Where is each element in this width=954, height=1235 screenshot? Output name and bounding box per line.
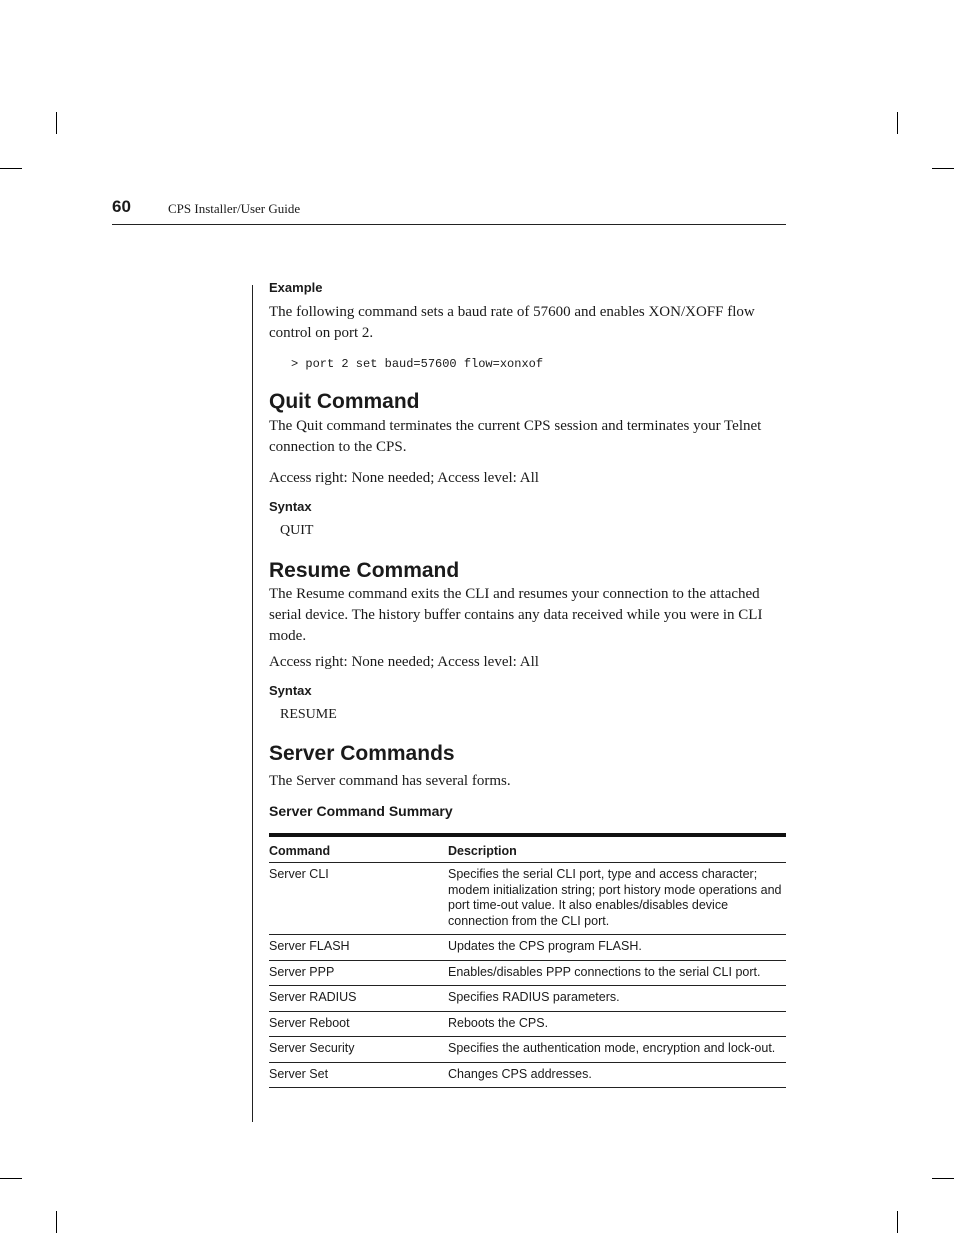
- crop-mark: [897, 1211, 898, 1233]
- page-number: 60: [112, 197, 131, 216]
- command-cell: Server FLASH: [269, 935, 448, 961]
- table-row: [269, 986, 786, 1012]
- main-content: [269, 280, 786, 1088]
- running-title: CPS Installer/User Guide: [168, 201, 301, 216]
- table-row: [269, 1037, 786, 1063]
- server-summary-title: Server Command Summary: [269, 803, 453, 819]
- description-cell: Reboots the CPS.: [448, 1011, 786, 1037]
- quit-description: The Quit command terminates the current CPS session and terminates your Telnet connection to the CPS.: [269, 418, 762, 455]
- table-row: [269, 1062, 786, 1088]
- command-cell: Server CLI: [269, 863, 448, 935]
- quit-syntax-heading: Syntax: [269, 499, 312, 514]
- page-header: [112, 197, 786, 225]
- command-cell: Server Set: [269, 1062, 448, 1088]
- resume-title: Resume Command: [269, 559, 460, 582]
- margin-rule: [252, 285, 253, 1122]
- crop-mark: [0, 168, 22, 169]
- crop-mark: [932, 168, 954, 169]
- quit-title: Quit Command: [269, 390, 420, 413]
- example-text: The following command sets a baud rate of 57600 and enables XON/XOFF flow control on port 2.: [269, 304, 755, 341]
- example-code: > port 2 set baud=57600 flow=xonxof: [291, 357, 544, 371]
- description-cell: Specifies the authentication mode, encryption and lock-out.: [448, 1037, 786, 1063]
- quit-access: Access right: None needed; Access level: All: [269, 470, 539, 486]
- server-description: The Server command has several forms.: [269, 773, 511, 789]
- quit-syntax: QUIT: [280, 523, 314, 538]
- column-header-description: Description: [448, 835, 786, 863]
- example-heading: Example: [269, 280, 323, 295]
- table-row: [269, 935, 786, 961]
- crop-mark: [897, 112, 898, 134]
- server-command-table: [269, 833, 786, 1088]
- command-cell: Server Reboot: [269, 1011, 448, 1037]
- command-cell: Server RADIUS: [269, 986, 448, 1012]
- resume-syntax-heading: Syntax: [269, 683, 312, 698]
- description-cell: Enables/disables PPP connections to the serial CLI port.: [448, 960, 786, 986]
- description-cell: Changes CPS addresses.: [448, 1062, 786, 1088]
- crop-mark: [56, 112, 57, 134]
- column-header-command: Command: [269, 835, 448, 863]
- table-row: [269, 1011, 786, 1037]
- resume-syntax: RESUME: [280, 707, 337, 722]
- description-cell: Updates the CPS program FLASH.: [448, 935, 786, 961]
- command-cell: Server PPP: [269, 960, 448, 986]
- resume-access: Access right: None needed; Access level: All: [269, 654, 539, 670]
- server-title: Server Commands: [269, 742, 455, 765]
- crop-mark: [0, 1178, 22, 1179]
- command-cell: Server Security: [269, 1037, 448, 1063]
- crop-mark: [56, 1211, 57, 1233]
- description-cell: Specifies the serial CLI port, type and access character; modem initialization string; port history mode operations and port time-out value. It also enables/disables device connection from the CLI port.: [448, 863, 786, 935]
- table-row: [269, 863, 786, 935]
- table-row: [269, 960, 786, 986]
- description-cell: Specifies RADIUS parameters.: [448, 986, 786, 1012]
- resume-description: The Resume command exits the CLI and resumes your connection to the attached serial device. The history buffer contains any data received while you were in CLI mode.: [269, 586, 763, 644]
- table-header-row: [269, 835, 786, 863]
- crop-mark: [932, 1178, 954, 1179]
